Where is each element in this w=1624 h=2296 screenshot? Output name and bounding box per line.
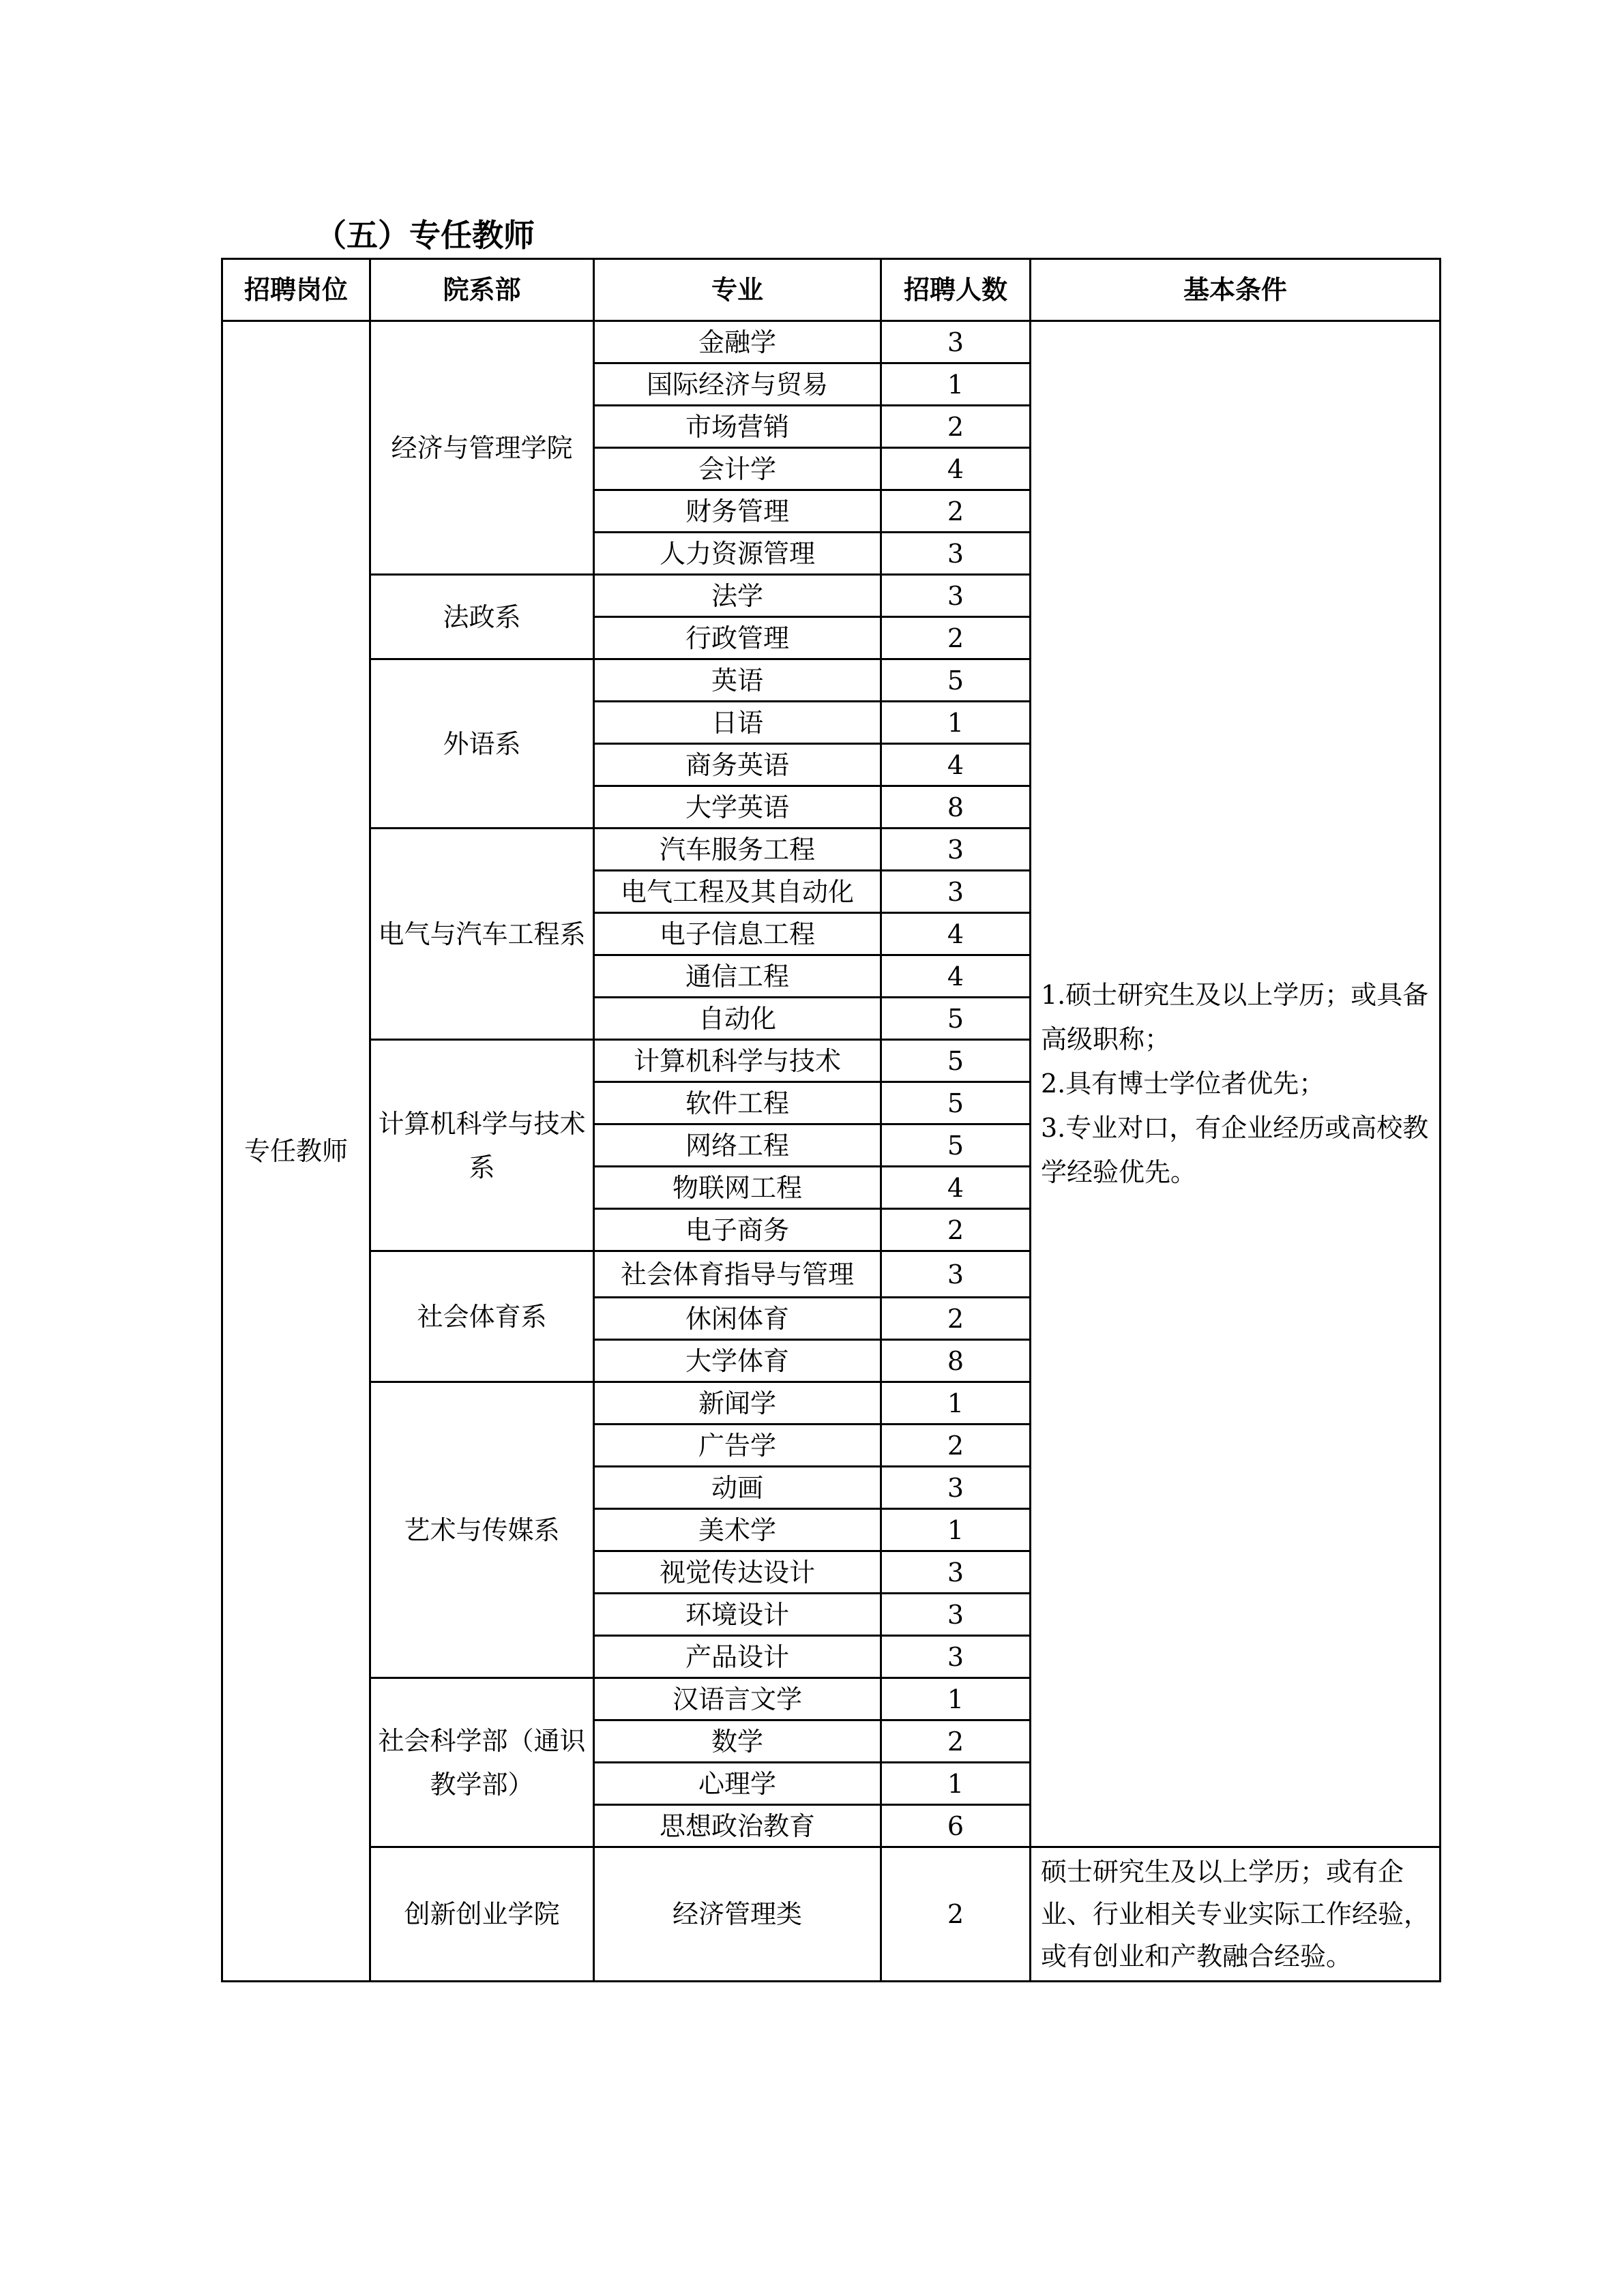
dept-cell: 外语系 (370, 659, 594, 829)
count-cell: 5 (881, 1082, 1031, 1124)
major-cell: 金融学 (594, 321, 881, 363)
major-cell: 行政管理 (594, 617, 881, 659)
major-cell: 经济管理类 (594, 1847, 881, 1982)
count-cell: 2 (881, 490, 1031, 533)
header-post: 招聘岗位 (222, 259, 370, 321)
count-cell: 1 (881, 1763, 1031, 1805)
major-cell: 新闻学 (594, 1382, 881, 1425)
major-cell: 国际经济与贸易 (594, 363, 881, 406)
table-row (222, 1847, 1441, 1982)
dept-cell: 社会科学部（通识教学部） (370, 1678, 594, 1847)
major-cell: 电子商务 (594, 1209, 881, 1251)
count-cell: 3 (881, 1551, 1031, 1594)
major-cell: 环境设计 (594, 1594, 881, 1636)
requirement-line: 1.硕士研究生及以上学历；或具备高级职称； (1041, 980, 1429, 1054)
major-cell: 数学 (594, 1720, 881, 1763)
count-cell: 5 (881, 1040, 1031, 1082)
major-cell: 计算机科学与技术 (594, 1040, 881, 1082)
major-cell: 汽车服务工程 (594, 829, 881, 871)
count-cell: 1 (881, 1678, 1031, 1720)
count-cell: 2 (881, 617, 1031, 659)
major-cell: 大学体育 (594, 1340, 881, 1382)
dept-cell: 计算机科学与技术系 (370, 1040, 594, 1251)
header-requirements: 基本条件 (1031, 259, 1441, 321)
count-cell: 8 (881, 786, 1031, 829)
major-cell: 法学 (594, 575, 881, 617)
major-cell: 软件工程 (594, 1082, 881, 1124)
major-cell: 电气工程及其自动化 (594, 871, 881, 913)
header-dept: 院系部 (370, 259, 594, 321)
major-cell: 社会体育指导与管理 (594, 1251, 881, 1298)
count-cell: 3 (881, 1251, 1031, 1298)
count-cell: 2 (881, 1298, 1031, 1340)
major-cell: 通信工程 (594, 955, 881, 998)
count-cell: 3 (881, 1594, 1031, 1636)
dept-cell: 艺术与传媒系 (370, 1382, 594, 1678)
count-cell: 4 (881, 744, 1031, 786)
major-cell: 市场营销 (594, 406, 881, 448)
post-cell: 专任教师 (222, 321, 370, 1982)
major-cell: 美术学 (594, 1509, 881, 1551)
major-cell: 汉语言文学 (594, 1678, 881, 1720)
major-cell: 视觉传达设计 (594, 1551, 881, 1594)
count-cell: 2 (881, 1425, 1031, 1467)
dept-cell: 创新创业学院 (370, 1847, 594, 1982)
count-cell: 4 (881, 955, 1031, 998)
major-cell: 心理学 (594, 1763, 881, 1805)
major-cell: 网络工程 (594, 1124, 881, 1167)
requirement-line: 2.具有博士学位者优先； (1041, 1069, 1325, 1099)
major-cell: 大学英语 (594, 786, 881, 829)
major-cell: 英语 (594, 659, 881, 702)
count-cell: 3 (881, 575, 1031, 617)
major-cell: 休闲体育 (594, 1298, 881, 1340)
major-cell: 物联网工程 (594, 1167, 881, 1209)
count-cell: 1 (881, 1509, 1031, 1551)
major-cell: 自动化 (594, 998, 881, 1040)
major-cell: 动画 (594, 1467, 881, 1509)
requirements-cell-innovation: 硕士研究生及以上学历；或有企业、行业相关专业实际工作经验，或有创业和产教融合经验。 (1031, 1847, 1441, 1982)
count-cell: 3 (881, 321, 1031, 363)
header-major: 专业 (594, 259, 881, 321)
major-cell: 日语 (594, 702, 881, 744)
major-cell: 产品设计 (594, 1636, 881, 1678)
count-cell: 2 (881, 1720, 1031, 1763)
major-cell: 广告学 (594, 1425, 881, 1467)
header-count: 招聘人数 (881, 259, 1031, 321)
requirement-line: 3.专业对口，有企业经历或高校教学经验优先。 (1041, 1113, 1429, 1187)
dept-cell: 经济与管理学院 (370, 321, 594, 575)
dept-cell: 法政系 (370, 575, 594, 659)
requirements-cell (1031, 321, 1441, 1847)
major-cell: 商务英语 (594, 744, 881, 786)
count-cell: 2 (881, 1209, 1031, 1251)
count-cell: 4 (881, 1167, 1031, 1209)
count-cell: 8 (881, 1340, 1031, 1382)
count-cell: 1 (881, 1382, 1031, 1425)
table-row (222, 321, 1441, 363)
count-cell: 5 (881, 659, 1031, 702)
count-cell: 4 (881, 913, 1031, 955)
count-cell: 3 (881, 871, 1031, 913)
count-cell: 5 (881, 1124, 1031, 1167)
count-cell: 3 (881, 1636, 1031, 1678)
major-cell: 会计学 (594, 448, 881, 490)
dept-cell: 社会体育系 (370, 1251, 594, 1382)
count-cell: 1 (881, 363, 1031, 406)
count-cell: 3 (881, 829, 1031, 871)
count-cell: 3 (881, 533, 1031, 575)
major-cell: 思想政治教育 (594, 1805, 881, 1847)
count-cell: 6 (881, 1805, 1031, 1847)
count-cell: 2 (881, 406, 1031, 448)
section-title: （五）专任教师 (315, 217, 535, 254)
count-cell: 2 (881, 1847, 1031, 1982)
major-cell: 电子信息工程 (594, 913, 881, 955)
table-body (222, 321, 1441, 1982)
count-cell: 3 (881, 1467, 1031, 1509)
table-header-row (222, 259, 1441, 321)
dept-cell: 电气与汽车工程系 (370, 829, 594, 1040)
major-cell: 财务管理 (594, 490, 881, 533)
recruitment-table (221, 258, 1441, 1982)
count-cell: 4 (881, 448, 1031, 490)
count-cell: 5 (881, 998, 1031, 1040)
major-cell: 人力资源管理 (594, 533, 881, 575)
count-cell: 1 (881, 702, 1031, 744)
